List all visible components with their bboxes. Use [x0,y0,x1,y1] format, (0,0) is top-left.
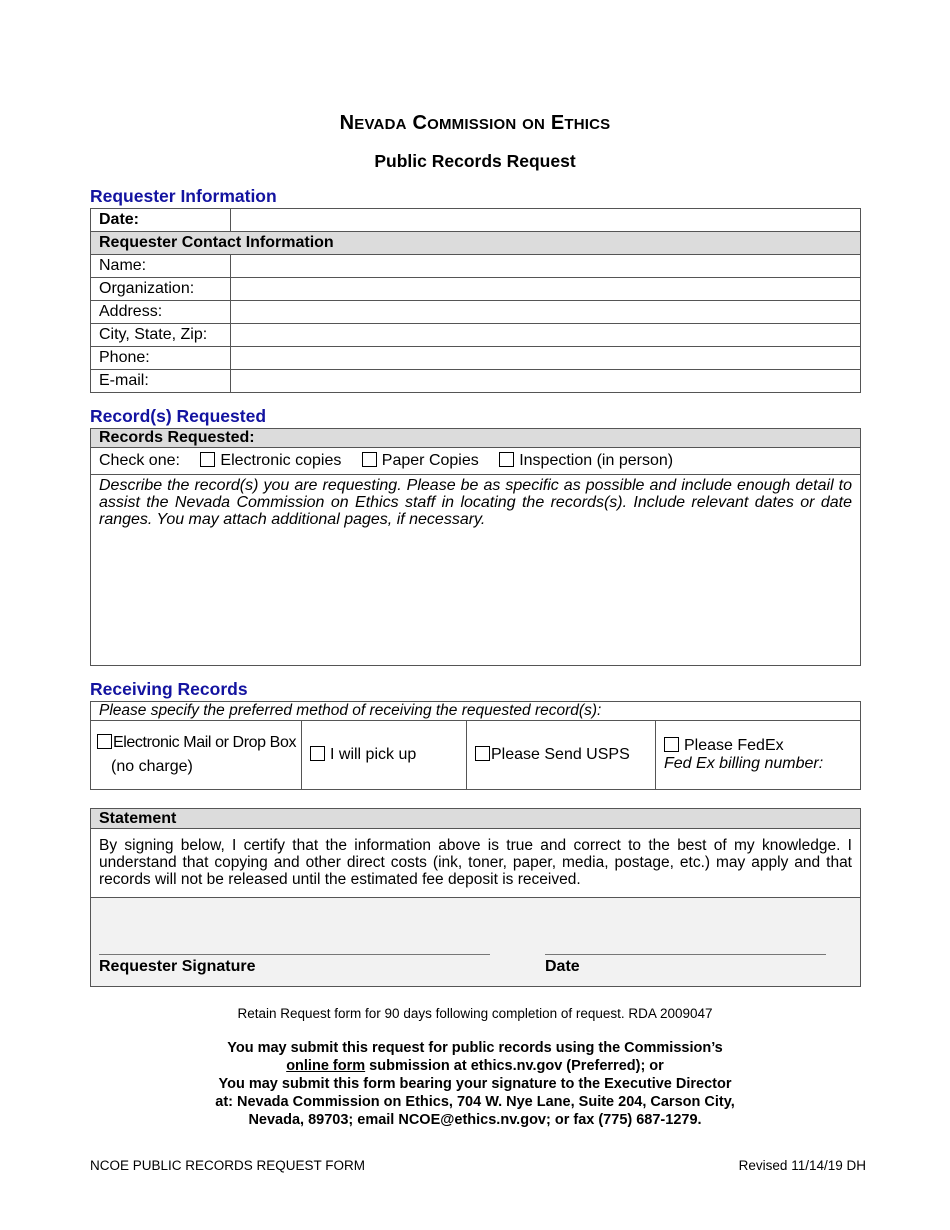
title-part-on: ON [522,116,546,133]
online-form-link[interactable]: online form [286,1058,366,1074]
submit-line-1: You may submit this request for public records using the Commission’s [227,1040,723,1056]
receiving-instruction-row [91,702,861,721]
usps-checkbox[interactable] [475,746,490,761]
pick-up-option[interactable] [302,721,467,790]
records-header-row [91,429,861,448]
signature-label: Requester Signature [99,958,256,975]
name-label: Name: [91,255,231,278]
title-initial-e: E [550,112,565,134]
submit-line-5: Nevada, 89703; email NCOE@ethics.nv.gov; or fax (775) 687-1279. [248,1112,702,1128]
receiving-instruction: Please specify the preferred method of receiving the requested record(s): [91,702,861,721]
requester-table [90,208,861,393]
requester-heading: Requester Information [90,186,277,206]
page-title [0,112,950,135]
inspection-checkbox[interactable] [499,452,514,467]
date-label: Date: [91,209,231,232]
description-row [91,475,861,666]
electronic-copies-option[interactable] [200,452,341,469]
email-drop-option[interactable] [91,721,302,790]
no-charge-note: (no charge) [111,758,193,775]
form-subtitle: Public Records Request [374,151,576,171]
statement-text: By signing below, I certify that the information above is true and correct to the best of my knowledge. I understand that copying and other direct costs (ink, toner, paper, media, postage, etc.) may apply and that records will not be released until the estimated fee deposit is received. [91,829,861,898]
signature-row [91,898,861,987]
paper-copies-option[interactable] [362,452,479,469]
phone-label: Phone: [91,347,231,370]
phone-row [91,347,861,370]
contact-header: Requester Contact Information [91,232,861,255]
paper-copies-label: Paper Copies [381,452,479,469]
inspection-option[interactable] [499,452,673,469]
phone-input[interactable] [231,347,861,370]
title-initial-n: N [339,112,355,134]
electronic-copies-checkbox[interactable] [200,452,215,467]
submission-instructions [0,1039,950,1129]
organization-label: Organization: [91,278,231,301]
fedex-billing-label: Fed Ex billing number: [664,755,824,772]
revision-note: Revised 11/14/19 DH [738,1158,866,1173]
email-label: E-mail: [91,370,231,393]
city-state-zip-input[interactable] [231,324,861,347]
email-drop-label: Electronic Mail or Drop Box [113,734,297,751]
submit-line-2 [0,1057,950,1075]
title-part-thics: THICS [564,116,611,133]
email-input[interactable] [231,370,861,393]
fedex-line [664,737,852,755]
records-description-instructions: Describe the record(s) you are requesting. Please be as specific as possible and include enough detail to assist the Nevada Commission on Ethics staff in locating the records(s). Include relevant dates or date ranges. You may attach additional pages, if necessary. [99,477,852,528]
title-part-ommission: OMMISSION [427,116,517,133]
receiving-table [90,701,861,790]
records-description-field[interactable] [91,475,861,666]
submit-line-4: at: Nevada Commission on Ethics, 704 W. Nye Lane, Suite 204, Carson City, [215,1094,735,1110]
date-input[interactable] [231,209,861,232]
signature-area [91,898,861,987]
statement-header: Statement [91,809,861,829]
signature-date-label: Date [545,958,580,975]
fedex-label: Please FedEx [684,737,784,754]
fedex-checkbox[interactable] [664,737,679,752]
pick-up-checkbox[interactable] [310,746,325,761]
inspection-label: Inspection (in person) [519,452,674,469]
statement-table [90,808,861,987]
check-one-row [91,448,861,475]
usps-label: Please Send USPS [491,746,630,763]
records-heading: Record(s) Requested [90,406,267,426]
address-row [91,301,861,324]
city-state-zip-label: City, State, Zip: [91,324,231,347]
city-state-zip-row [91,324,861,347]
email-drop-line [97,734,299,752]
check-one-label: Check one: [99,452,180,469]
paper-copies-checkbox[interactable] [362,452,377,467]
organization-row [91,278,861,301]
submit-line-3: You may submit this form bearing your signature to the Executive Director [218,1076,732,1092]
usps-option[interactable] [467,721,656,790]
statement-text-row [91,829,861,898]
submit-line-2-rest: submission at ethics.nv.gov (Preferred); or [365,1058,664,1074]
title-initial-c: C [412,112,428,134]
name-row [91,255,861,278]
records-table [90,428,861,666]
records-header: Records Requested: [91,429,861,448]
contact-header-row [91,232,861,255]
pick-up-label: I will pick up [330,746,417,763]
address-input[interactable] [231,301,861,324]
signature-date-line[interactable] [545,954,826,955]
electronic-copies-label: Electronic copies [220,452,342,469]
organization-input[interactable] [231,278,861,301]
retention-note: Retain Request form for 90 days following completion of request. RDA 2009047 [237,1006,713,1021]
receiving-heading: Receiving Records [90,679,248,699]
fedex-option[interactable] [656,721,861,790]
receiving-options-row [91,721,861,790]
email-row [91,370,861,393]
form-name: NCOE PUBLIC RECORDS REQUEST FORM [90,1158,366,1173]
name-input[interactable] [231,255,861,278]
date-row [91,209,861,232]
title-part-evada: EVADA [354,116,407,133]
signature-line[interactable] [99,954,490,955]
email-drop-checkbox[interactable] [97,734,112,749]
address-label: Address: [91,301,231,324]
statement-header-row [91,809,861,829]
check-one-cell [91,448,861,475]
